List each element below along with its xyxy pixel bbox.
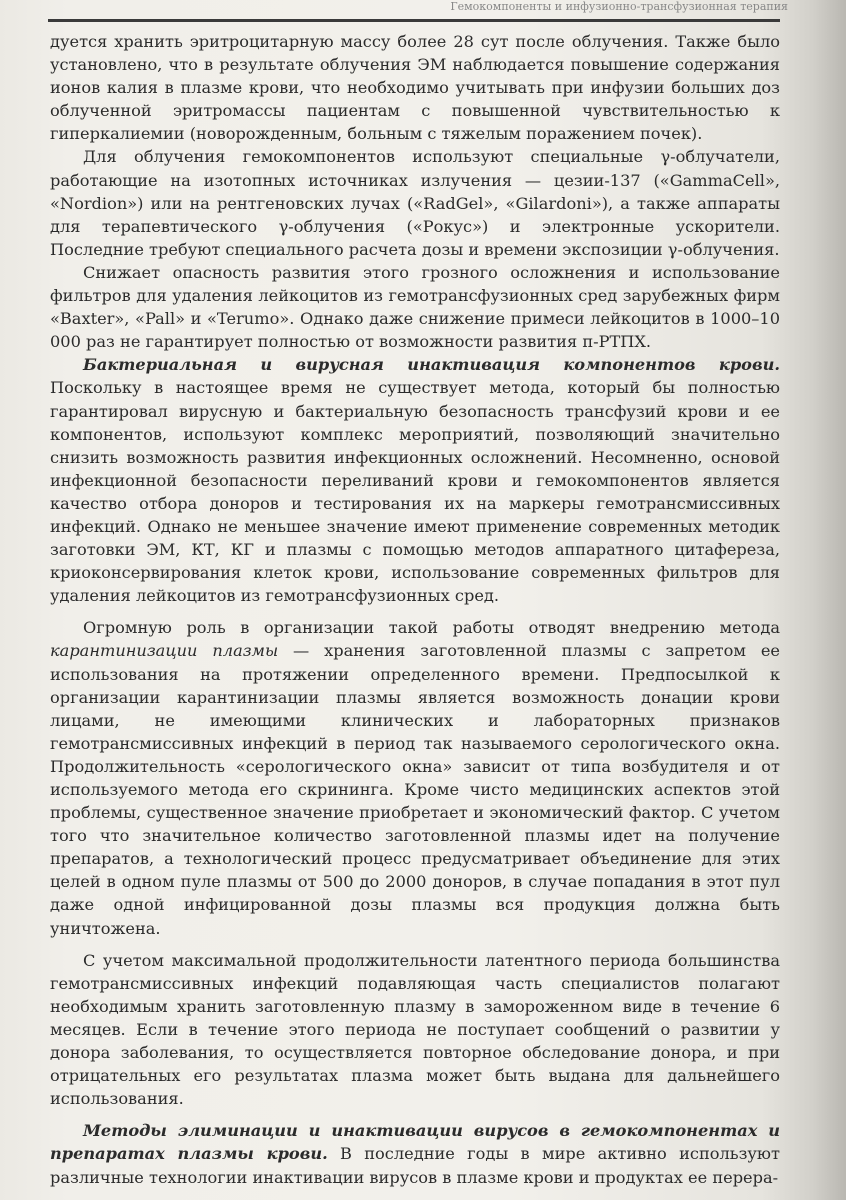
section-heading: Бактериальная и вирусная инактивация компонентов крови. [83,355,780,375]
running-head: Гемокомпоненты и инфузионно-трансфузионная терапия [450,0,788,13]
paragraph-text: дуется хранить эритроцитарную массу более 28 сут после облучения. Также было установлено, что в результате облучения ЭМ наблюдается повышение содержания ионов калия в плазме крови, что необходимо учитывать при инфузии больших доз облученной эритромассы пациентам с повышенной чувствительностью к гиперкалиемии (новорожденным, больным с тяжелым поражением почек). [50,32,780,144]
paragraph [50,145,780,260]
italic-term: карантинизации плазмы [50,641,279,661]
paragraph [50,261,780,353]
paragraph [50,1119,780,1188]
body-text [50,30,780,1189]
paragraph-text: С учетом максимальной продолжительности латентного периода большинства гемотрансмиссивных инфекций подавляющая часть специалистов полагают необходимым хранить заготовленную плазму в замороженном виде в течение 6 месяцев. Если в течение этого периода не поступает сообщений о развитии у донора заболевания, то осуществляется повторное обследование донора, и при отрицательных его результатах плазма может быть выдана для дальнейшего использования. [50,950,780,1109]
paragraph [50,30,780,145]
section-heading: Методы элиминации и инактивации вирусов в гемокомпонентах и препаратах плазмы крови. [50,1121,780,1164]
paragraph-text: В последние годы в мире активно используют различные технологии инактивации вирусов в плазме крови и продуктах ее перера- [50,1144,780,1187]
header-rule [48,19,780,22]
paragraph-text: — хранения заготовленной плазмы с запретом ее использования на протяжении определенного времени. Предпосылкой к организации карантинизации плазмы является возможность донации крови лицами, не имеющими клинических и лабораторных признаков гемотрансмиссивных инфекций в период так называемого серологического окна. Продолжительность «серологического окна» зависит от типа возбудителя и от используемого метода его скрининга. Кроме чисто медицинских аспектов этой проблемы, существенное значение приобретает и экономический фактор. С учетом того что значительное количество заготовленной плазмы идет на получение препаратов, а технологический процесс предусматривает объединение для этих целей в одном пуле плазмы от 500 до 2000 доноров, в случае попадания в этот пул даже одной инфицированной дозы плазмы вся продукция должна быть уничтожена. [50,641,780,938]
paragraph [50,353,780,607]
paragraph-text: Поскольку в настоящее время не существует метода, который бы полностью гарантировал вирусную и бактериальную безопасность трансфузий крови и ее компонентов, используют комплекс мероприятий, позволяющий значительно снизить возможность развития инфекционных осложнений. Несомненно, основой инфекционной безопасности переливаний крови и гемокомпонентов является качество отбора доноров и тестирования их на маркеры гемотрансмиссивных инфекций. Однако не меньшее значение имеют применение современных методик заготовки ЭМ, КТ, КГ и плазмы с помощью методов аппаратного цитафереза, криоконсервирования клеток крови, использование современных фильтров для удаления лейкоцитов из гемотрансфузионных сред. [50,378,780,606]
paragraph [50,949,780,1111]
paragraph-text: Для облучения гемокомпонентов используют специальные γ-облучатели, работающие на изотопных источниках излучения — цезии-137 («GammaCell», «Nordion») или на рентгеновских лучах («RadGel», «Gilardoni»), а также аппараты для терапевтического γ-облучения («Рокус») и электронные ускорители. Последние требуют специального расчета дозы и времени экспозиции γ-облучения. [50,147,780,259]
paragraph-text: Огромную роль в организации такой работы отводят внедрению метода [83,618,780,638]
paragraph [50,616,780,939]
paragraph-text: Снижает опасность развития этого грозного осложнения и использование фильтров для удаления лейкоцитов из гемотрансфузионных сред зарубежных фирм «Baxter», «Pall» и «Terumo». Однако даже снижение примеси лейкоцитов в 1000–10 000 раз не гарантирует полностью от возможности развития п-РТПХ. [50,262,780,352]
